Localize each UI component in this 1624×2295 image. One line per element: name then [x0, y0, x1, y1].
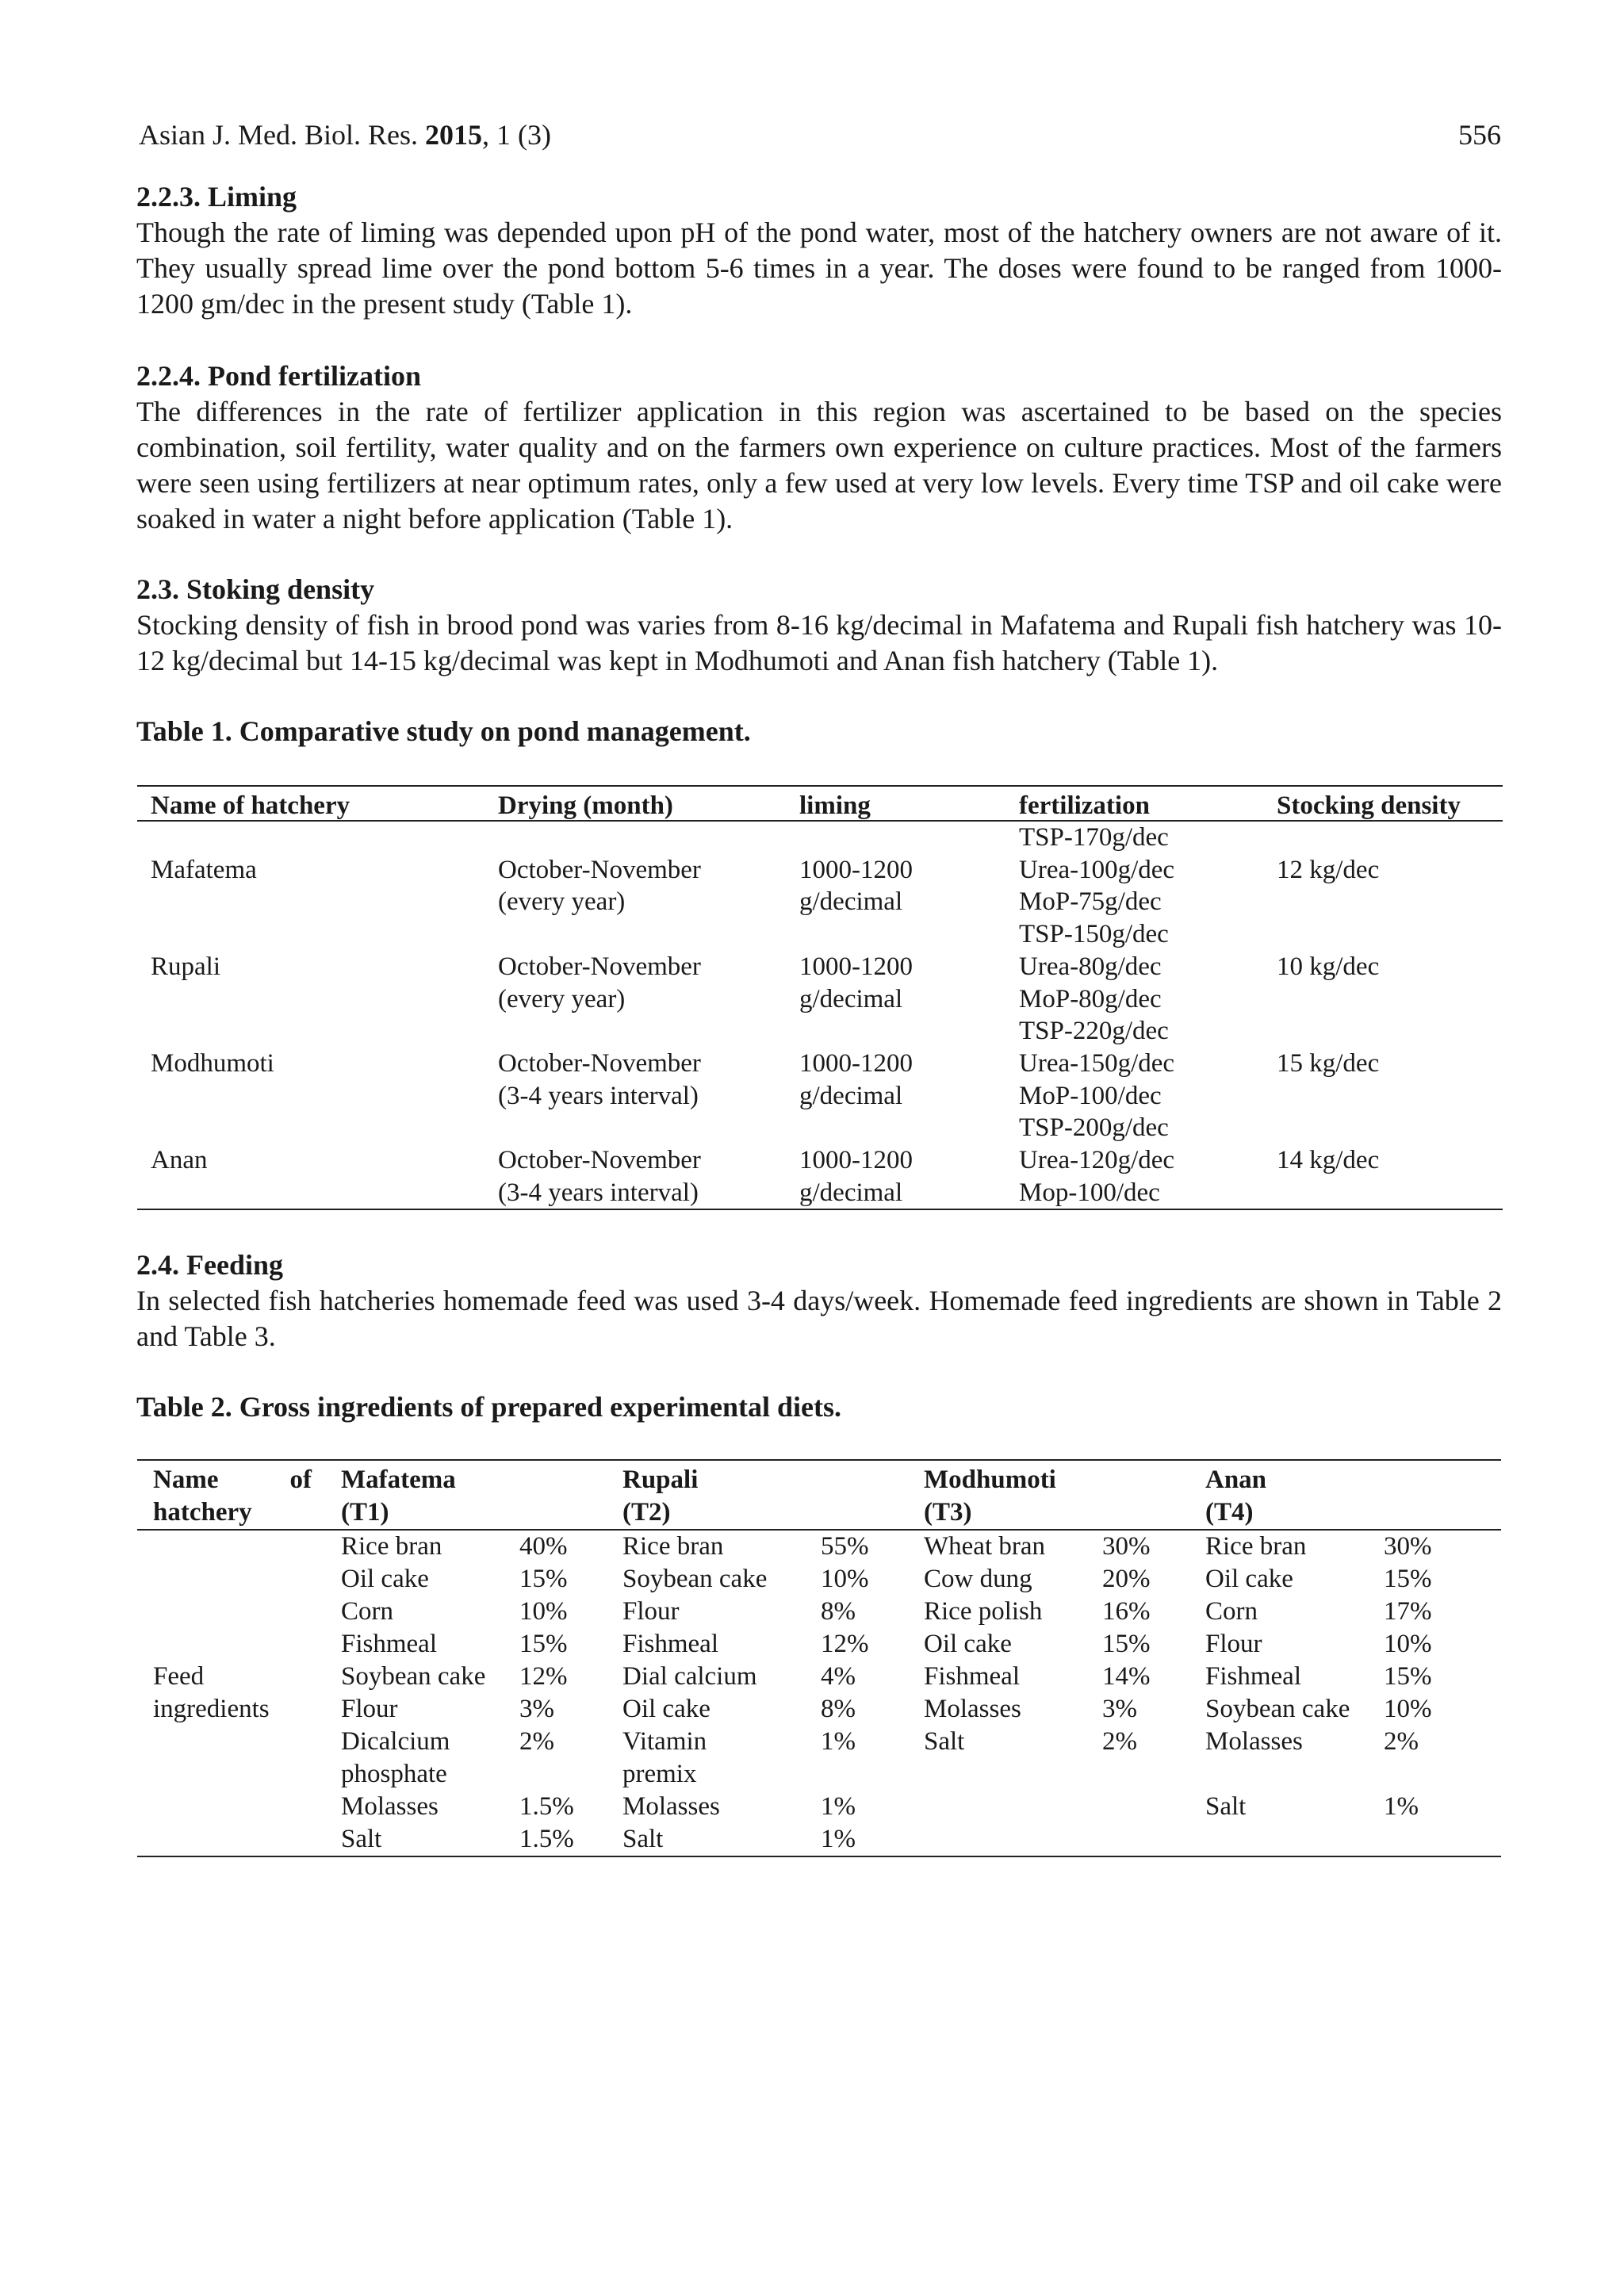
col-header: Stocking density	[1263, 786, 1503, 821]
section-heading: 2.3. Stoking density	[136, 573, 375, 605]
table-row: Dicalcium 2% Vitamin 1% Salt 2% Molasses 2%	[341, 1727, 1419, 1756]
stocking-cell: 15 kg/dec	[1277, 1048, 1380, 1078]
journal-volume: , 1 (3)	[482, 119, 551, 151]
col-header-hatchery: Name of hatchery	[137, 1460, 341, 1530]
hatchery-name: Anan	[151, 1146, 208, 1175]
table-header-row	[137, 786, 1503, 821]
table-row: Corn 10% Flour 8% Rice polish 16% Corn 17%	[341, 1597, 1432, 1626]
section-body: In selected fish hatcheries homemade feed was used 3-4 days/week. Homemade feed ingredients are shown in Table 2 and Table 3.	[136, 1285, 1502, 1352]
fertilization-cell: TSP-200g/dec Urea-120g/dec Mop-100/dec	[1019, 1113, 1175, 1207]
col-header-group: Modhumoti (T3)	[924, 1460, 1205, 1530]
stocking-cell: 12 kg/dec	[1277, 855, 1380, 884]
journal-year: 2015	[425, 119, 483, 151]
table-row: Fishmeal 15% Fishmeal 12% Oil cake 15% Flour 10%	[341, 1630, 1432, 1658]
liming-cell: 1000-1200 g/decimal	[799, 952, 913, 1013]
section-stocking	[136, 572, 1502, 679]
row-label: Feed ingredients	[153, 1662, 270, 1723]
table-row: Oil cake 15% Soybean cake 10% Cow dung 20% Oil cake 15%	[341, 1565, 1432, 1593]
fertilization-cell: TSP-220g/dec Urea-150g/dec MoP-100/dec	[1019, 1017, 1175, 1110]
col-header-group: Rupali (T2)	[622, 1460, 924, 1530]
stocking-cell: 14 kg/dec	[1277, 1146, 1380, 1175]
section-body: Though the rate of liming was depended upon pH of the pond water, most of the hatchery owners are not aware of it. They usually spread lime over the pond bottom 5-6 times in a year. The doses were found to be ranged from 1000- 1200 gm/dec in the present study (Table 1).	[136, 216, 1502, 320]
fertilization-cell: TSP-170g/dec Urea-100g/dec MoP-75g/dec	[1019, 823, 1175, 917]
table2	[137, 1459, 1501, 1857]
table-row: Flour 3% Oil cake 8% Molasses 3% Soybean cake 10%	[341, 1695, 1432, 1723]
table-row: Soybean cake 12% Dial calcium 4% Fishmeal 14% Fishmeal 15%	[341, 1662, 1432, 1691]
hatchery-name: Modhumoti	[151, 1048, 274, 1078]
table2-caption: Table 2. Gross ingredients of prepared experimental diets.	[136, 1391, 842, 1423]
table-row: Molasses 1.5% Molasses 1% Salt 1%	[341, 1792, 1419, 1821]
table1	[137, 785, 1503, 1210]
drying-cell: October-November (3-4 years interval)	[498, 1048, 701, 1110]
table-header-row	[137, 1460, 1501, 1530]
section-heading: 2.4. Feeding	[136, 1249, 283, 1281]
section-liming	[136, 179, 1502, 322]
col-header-group: Anan (T4)	[1205, 1460, 1501, 1530]
running-header	[139, 117, 1501, 152]
table-row	[137, 821, 1503, 918]
drying-cell: October-November (every year)	[498, 952, 701, 1013]
stocking-cell: 10 kg/dec	[1277, 952, 1380, 981]
section-feeding	[136, 1247, 1502, 1354]
liming-cell: 1000-1200 g/decimal	[799, 1146, 913, 1207]
col-header: liming	[786, 786, 1005, 821]
fertilization-cell: TSP-150g/dec Urea-80g/dec MoP-80g/dec	[1019, 920, 1169, 1013]
table1-caption: Table 1. Comparative study on pond management.	[136, 715, 751, 747]
liming-cell: 1000-1200 g/decimal	[799, 1048, 913, 1110]
page-number: 556	[1458, 119, 1501, 151]
hatchery-name: Rupali	[151, 952, 220, 981]
liming-cell: 1000-1200 g/decimal	[799, 855, 913, 917]
hatchery-name: Mafatema	[151, 855, 257, 884]
section-body: The differences in the rate of fertilizer application in this region was ascertained to be based on the species combination, soil fertility, water quality and on the farmers own experience on culture practices. Most of the farmers were seen using fertilizers at near optimum rates, only a few used at very low levels. Every time TSP and oil cake were soaked in water a night before application (Table 1).	[136, 396, 1502, 534]
col-header: Drying (month)	[485, 786, 786, 821]
col-header: fertilization	[1005, 786, 1263, 821]
drying-cell: October-November (every year)	[498, 855, 701, 917]
journal-prefix: Asian J. Med. Biol. Res.	[139, 119, 426, 151]
table-row	[137, 1112, 1503, 1209]
table-row: phosphate premix	[341, 1760, 697, 1788]
table-row: Feed ingredients Rice bran 40% Rice bran 55% Wheat bran 30% Rice bran 30%	[137, 1530, 1501, 1563]
section-fertilization	[136, 358, 1502, 537]
table-row: Salt 1.5% Salt 1%	[341, 1825, 856, 1853]
section-heading: 2.2.3. Liming	[136, 181, 297, 213]
section-heading: 2.2.4. Pond fertilization	[136, 360, 421, 392]
table-row	[137, 1015, 1503, 1112]
col-header-group: Mafatema (T1)	[341, 1460, 622, 1530]
drying-cell: October-November (3-4 years interval)	[498, 1146, 701, 1207]
section-body: Stocking density of fish in brood pond was varies from 8-16 kg/decimal in Mafatema and Rupali fish hatchery was 10-12 kg/decimal but 14-15 kg/decimal was kept in Modhumoti and Anan fish hatchery (Table 1).	[136, 609, 1502, 676]
table-row	[137, 918, 1503, 1015]
col-header: Name of hatchery	[137, 786, 485, 821]
